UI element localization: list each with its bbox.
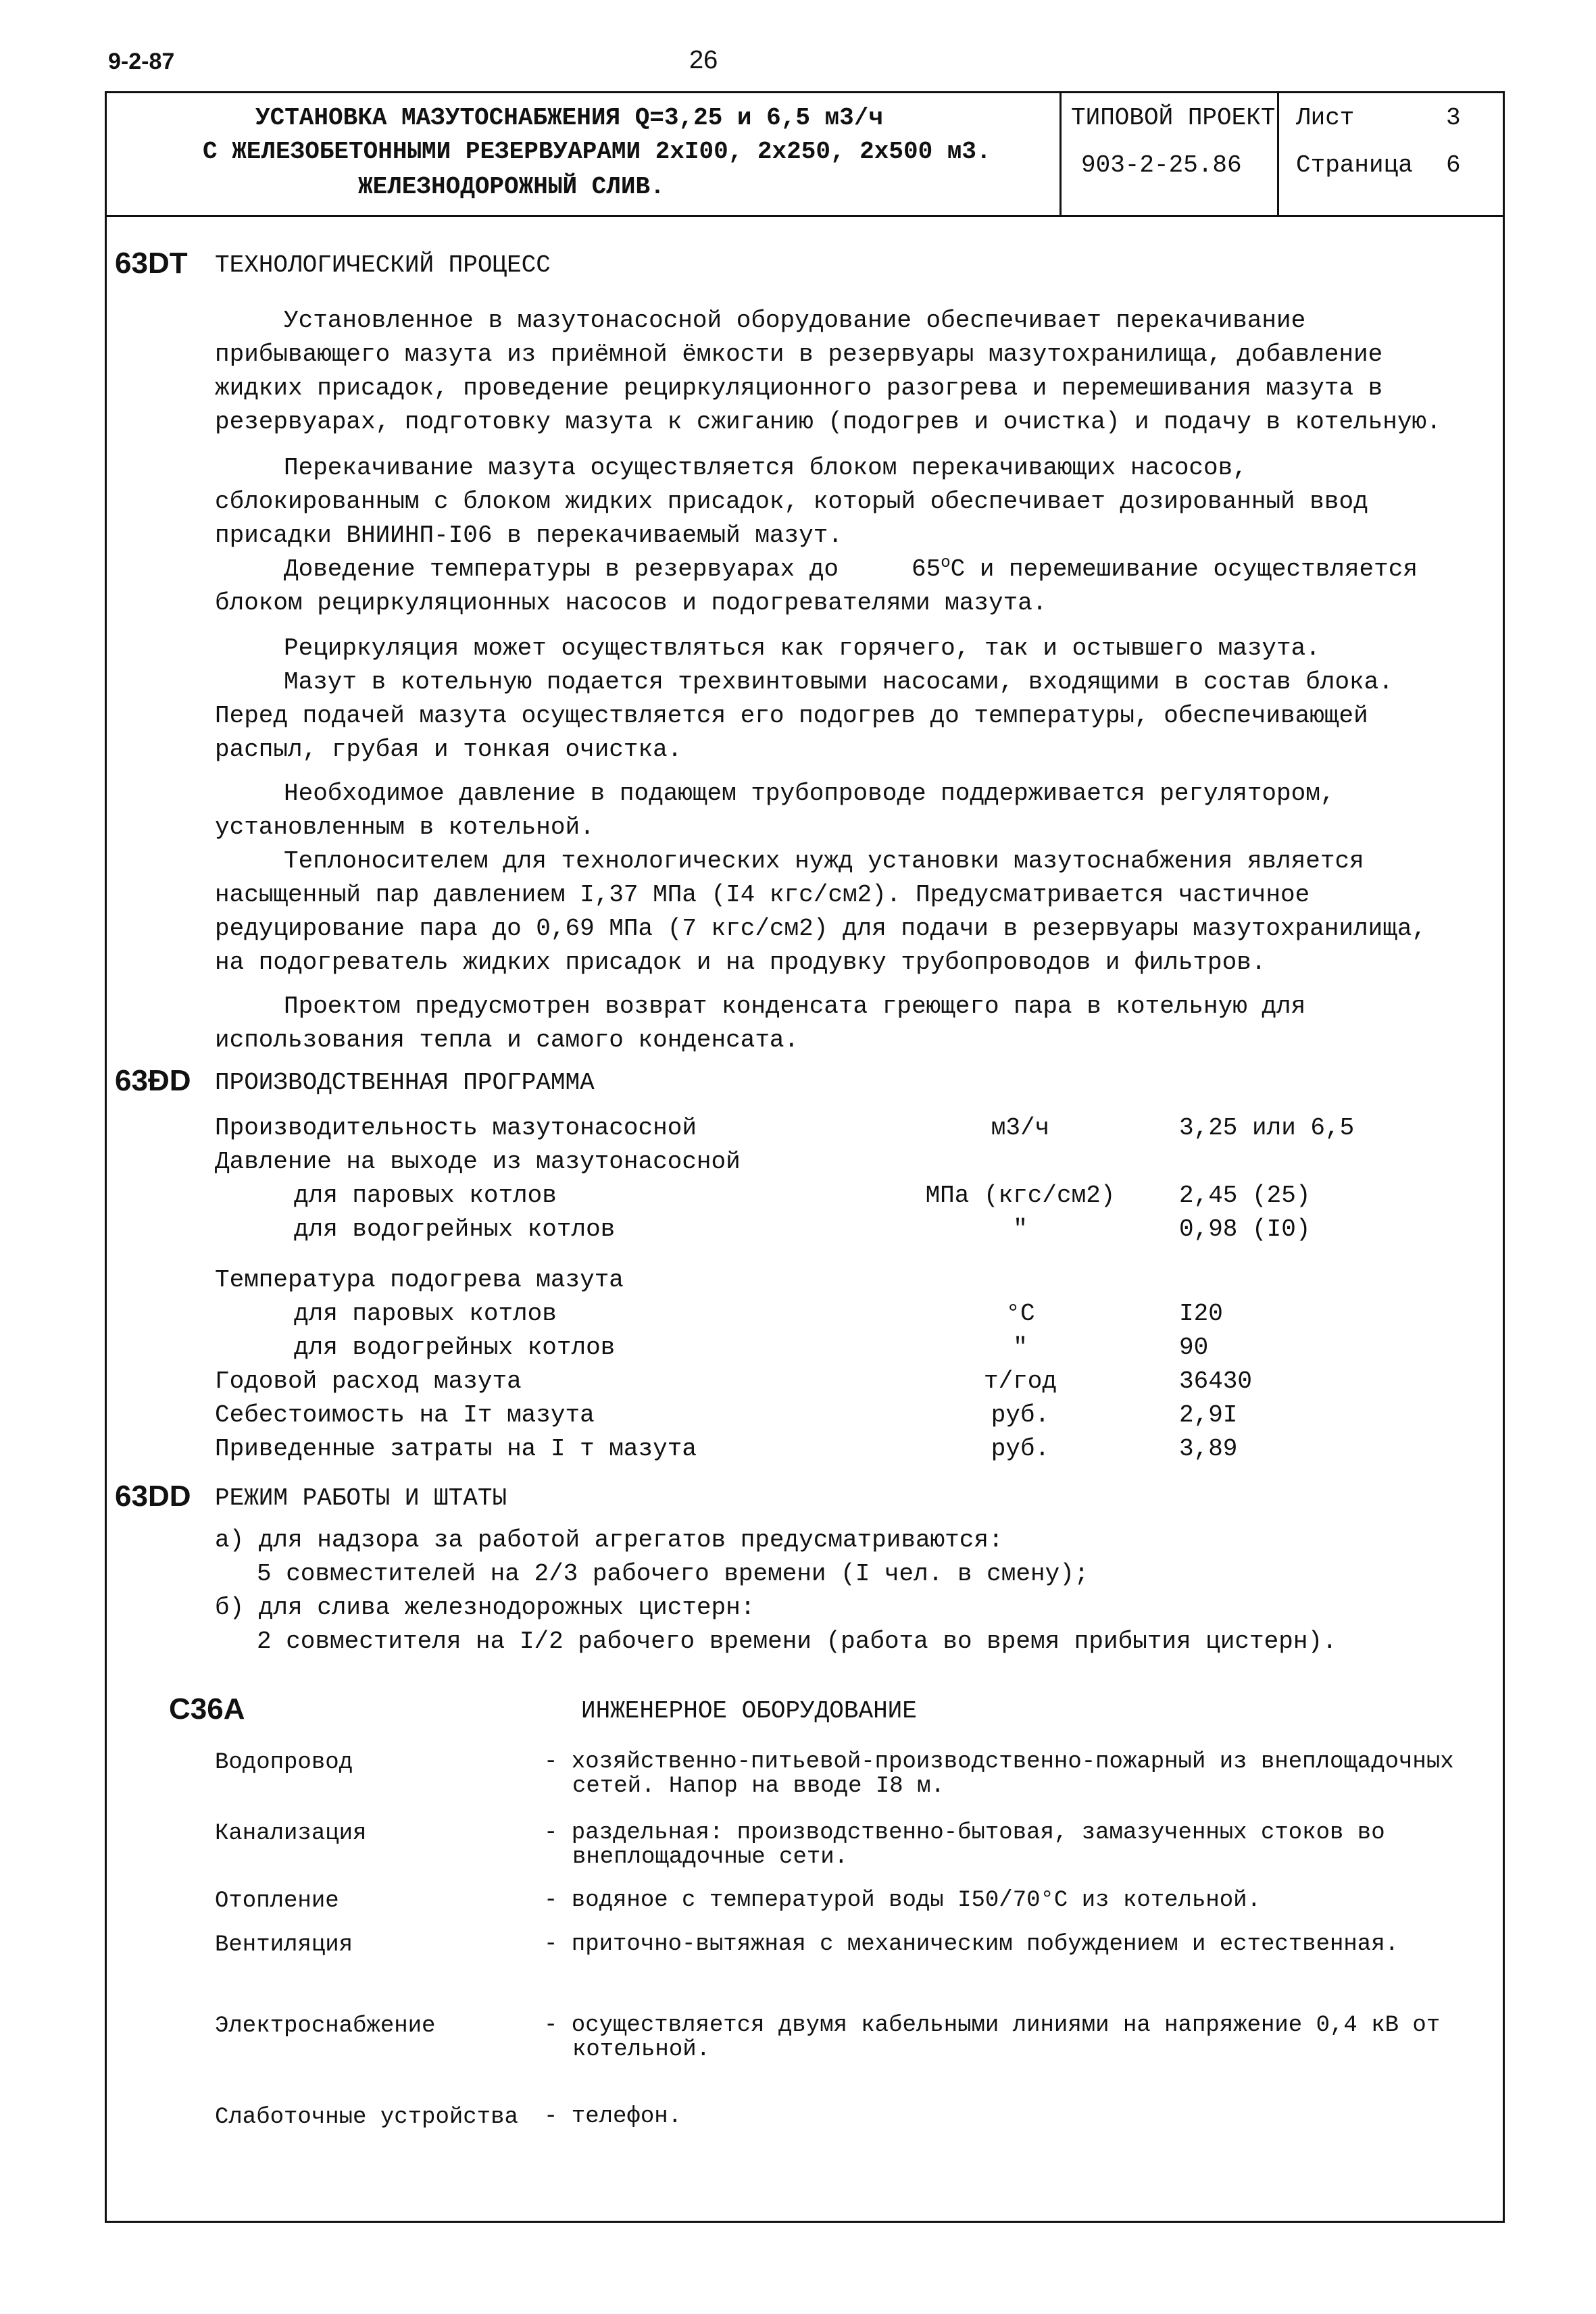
tech-p3-start: Доведение температуры в резервуарах до (284, 555, 839, 583)
section-title-tech: ТЕХНОЛОГИЧЕСКИЙ ПРОЦЕСС (215, 251, 551, 279)
staff-item-b-detail: 2 совместителя на I/2 рабочего времени (работа во время прибытия цистерн). (257, 1628, 1337, 1655)
tech-paragraph-8: Проектом предусмотрен возврат конденсата греющего пара в котельную для использования тепла и самого конденсата. (215, 992, 1306, 1054)
engineering-item-text: - водяное с температурой воды I50/70°С из котельной. (544, 1888, 1261, 1913)
engineering-item-label: Электроснабжение (215, 2013, 436, 2039)
staff-item-a-detail: 5 совместителей на 2/3 рабочего времени (I чел. в смену); (257, 1560, 1089, 1588)
program-row-value: 3,89 (1179, 1435, 1238, 1463)
section-title-engineering: ИНЖЕНЕРНОЕ ОБОРУДОВАНИЕ (581, 1697, 917, 1725)
engineering-item-text: - раздельная: производственно-бытовая, замазученных стоков во внеплощадочные сети. (544, 1820, 1385, 1870)
tech-p3-unit: С (950, 555, 966, 583)
engineering-item-label: Слаботочные устройства (215, 2105, 518, 2130)
program-row-unit: " (1013, 1215, 1028, 1243)
section-title-program: ПРОИЗВОДСТВЕННАЯ ПРОГРАММА (215, 1069, 595, 1097)
program-row-value: 0,98 (I0) (1179, 1215, 1311, 1243)
program-row-label: Приведенные затраты на I т мазута (215, 1435, 697, 1463)
tech-paragraph-4: Рециркуляция может осуществляться как горячего, так и остывшего мазута. (284, 634, 1320, 662)
project-label: ТИПОВОЙ ПРОЕКТ (1071, 104, 1276, 132)
engineering-item-label: Водопровод (215, 1750, 353, 1776)
engineering-item-text: - осуществляется двумя кабельными линиями на напряжение 0,4 кВ от котельной. (544, 2013, 1441, 2063)
section-title-staff: РЕЖИМ РАБОТЫ И ШТАТЫ (215, 1484, 507, 1512)
engineering-item-label: Отопление (215, 1888, 339, 1914)
program-row-label: Себестоимость на Iт мазута (215, 1401, 595, 1429)
program-row-value: 90 (1179, 1334, 1209, 1361)
program-row-value: 3,25 или 6,5 (1179, 1114, 1355, 1142)
program-row-label: для водогрейных котлов (294, 1215, 616, 1243)
program-row-unit: МПа (кгс/см2) (925, 1182, 1116, 1209)
program-row-label: для паровых котлов (294, 1182, 557, 1209)
staff-item-a: а) для надзора за работой агрегатов предусматриваются: (215, 1526, 1003, 1554)
section-code-engineering: C36A (169, 1692, 245, 1726)
engineering-item-label: Вентиляция (215, 1932, 353, 1958)
sheet-label: Лист (1296, 104, 1355, 132)
tech-paragraph-3: Доведение температуры в резервуарах до 65$^o$С и перемешивание осуществляется блоком рециркуляционных насосов и подогревателями мазута. (215, 554, 1418, 617)
section-code-program: 63ÐD (115, 1064, 191, 1097)
tech-paragraph-5: Мазут в котельную подается трехвинтовыми насосами, входящими в состав блока. Перед подачей мазута осуществляется его подогрев до температуры, обеспечивающей распыл, грубая и тонкая очистка. (215, 668, 1393, 763)
tech-p3-end: и перемешивание осуществляется блоком рециркуляционных насосов и подогревателями мазута. (215, 555, 1418, 617)
stamp-title-line-1: УСТАНОВКА МАЗУТОСНАБЖЕНИЯ Q=3,25 и 6,5 м3/ч (255, 104, 883, 132)
program-row-label: для водогрейных котлов (294, 1334, 616, 1361)
program-row-value: I20 (1179, 1300, 1223, 1328)
document-code: 9-2-87 (108, 49, 175, 74)
tech-paragraph-2: Перекачивание мазута осуществляется блоком перекачивающих насосов, сблокированным с блоком жидких присадок, который обеспечивает дозированный ввод присадки ВНИИНП-I06 в перекачиваемый мазут. (215, 454, 1368, 549)
program-row-label: Производительность мазутонасосной (215, 1114, 697, 1142)
stamp-title-line-2: С ЖЕЛЕЗОБЕТОННЫМИ РЕЗЕРВУАРАМИ 2хI00, 2х250, 2х500 м3. (203, 138, 991, 166)
engineering-item-label: Канализация (215, 1821, 367, 1846)
program-row-label: для паровых котлов (294, 1300, 557, 1328)
section-code-tech: 63DT (115, 247, 188, 280)
section-code-staff: 63DD (115, 1480, 191, 1513)
program-row-value: 36430 (1179, 1367, 1253, 1395)
project-number: 903-2-25.86 (1081, 151, 1242, 179)
program-row-unit: руб. (991, 1435, 1050, 1463)
page-label: Страница (1296, 151, 1413, 179)
engineering-item-text: - приточно-вытяжная с механическим побуждением и естественная. (544, 1932, 1399, 1957)
page-value: 6 (1446, 151, 1461, 179)
program-row-unit: руб. (991, 1401, 1050, 1429)
program-row-value: 2,9I (1179, 1401, 1238, 1429)
stamp-title-line-3: ЖЕЛЕЗНОДОРОЖНЫЙ СЛИВ. (358, 173, 665, 201)
stamp-divider-2 (1277, 91, 1279, 215)
page-number: 26 (689, 46, 718, 74)
staff-item-b: б) для слива железнодорожных цистерн: (215, 1594, 755, 1621)
sheet-value: 3 (1446, 104, 1461, 132)
program-row-unit: м3/ч (991, 1114, 1050, 1142)
tech-p3-temp: 65 (911, 555, 941, 583)
program-row-unit: т/год (983, 1367, 1057, 1395)
program-row-unit: " (1013, 1334, 1028, 1361)
stamp-divider (105, 215, 1505, 217)
engineering-item-text: - телефон. (544, 2104, 682, 2130)
program-row-unit: °С (1005, 1300, 1035, 1328)
tech-paragraph-7: Теплоносителем для технологических нужд установки мазутоснабжения является насыщенный пар давлением I,37 МПа (I4 кгс/см2). Предусматривается частичное редуцирование пара до 0,69 МПа (7 кгс/см2) для подачи в резервуары мазутохранилища, на подогреватель жидких присадок и на продувку трубопроводов и фильтров. (215, 847, 1427, 976)
program-row-label: Годовой расход мазута (215, 1367, 522, 1395)
program-row-label: Давление на выходе из мазутонасосной (215, 1148, 741, 1176)
program-row-value: 2,45 (25) (1179, 1182, 1311, 1209)
tech-paragraph-1: Установленное в мазутонасосной оборудование обеспечивает перекачивание прибывающего мазута из приёмной ёмкости в резервуары мазутохранилища, добавление жидких присадок, проведение рециркуляционного разогрева и перемешивания мазута в резервуарах, подготовку мазута к сжиганию (подогрев и очистка) и подачу в котельную. (215, 307, 1441, 436)
tech-paragraph-6: Необходимое давление в подающем трубопроводе поддерживается регулятором, установленным в котельной. (215, 780, 1335, 841)
program-row-label: Температура подогрева мазута (215, 1266, 624, 1294)
engineering-item-text: - хозяйственно-питьевой-производственно-пожарный из внеплощадочных сетей. Напор на вводе I8 м. (544, 1749, 1454, 1799)
stamp-divider-1 (1059, 91, 1062, 215)
